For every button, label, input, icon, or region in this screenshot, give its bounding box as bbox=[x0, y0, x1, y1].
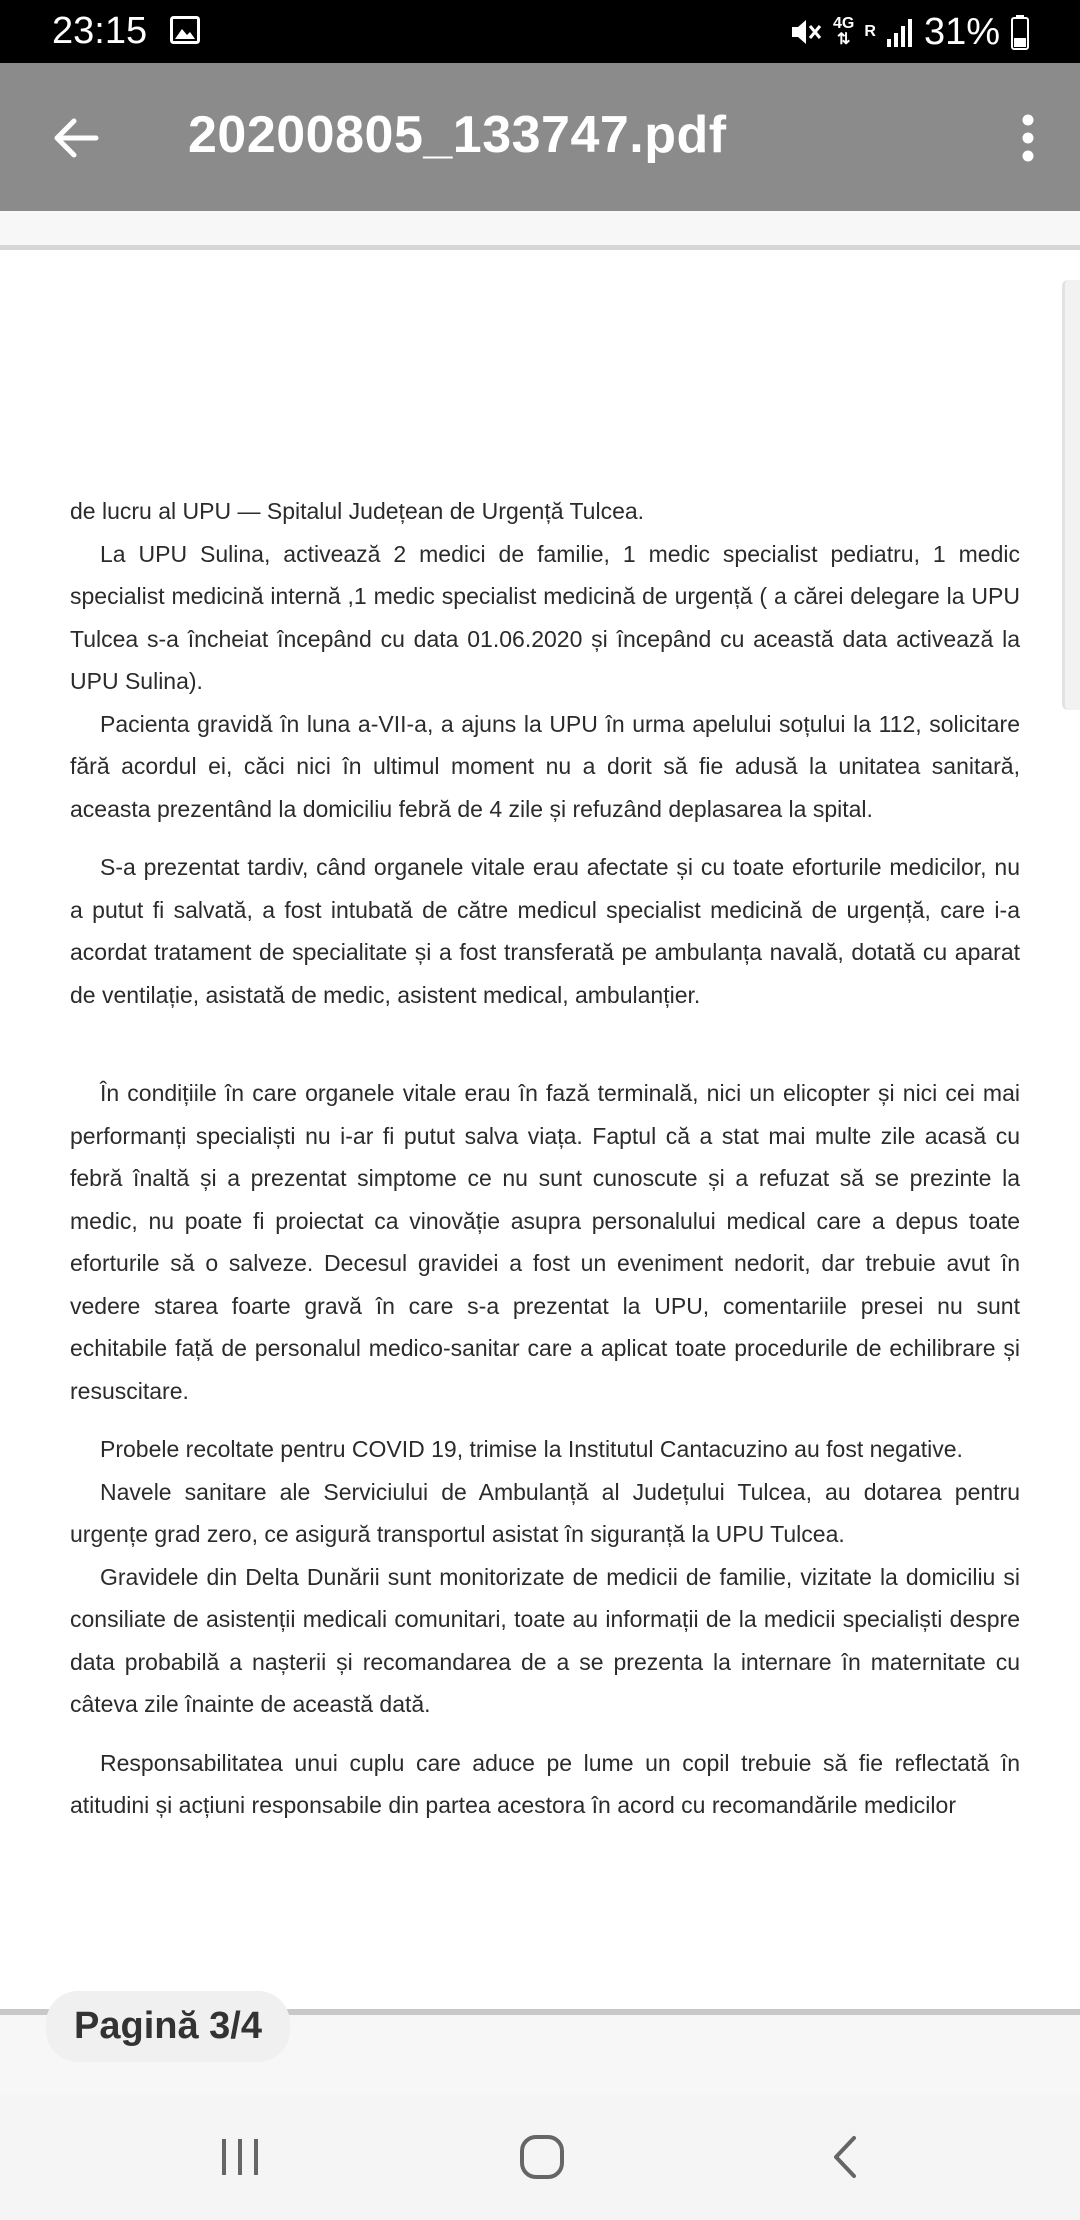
paragraph-9: Responsabilitatea unui cuplu care aduce pe lume un copil trebuie să fie reflectată în atitudini și acțiuni responsabile din partea acestora în acord cu recomandările medicilor bbox=[70, 1749, 1020, 1818]
gallery-icon bbox=[170, 16, 200, 44]
paragraph-5: În condițiile în care organele vitale erau în fază terminală, nici un elicopter și nici cei mai performanți specialiști nu i-ar fi putut salva viața. Faptul că a stat mai multe zile acasă cu febră înaltă și a prezentat simptome ce nu sunt cunoscute și a refuzat să se prezinte la medic, nu poate fi proiectat ca vinovăție asupra personalului medical care a depus toate eforturile să o salveze. Decesul gravidei a fost un eveniment nedorit, dar trebuie avut în vedere starea foarte gravă în care s-a prezentat la UPU, comentariile presei nu sunt echitabile față de personalul medico-sanitar care a aplicat toate procedurile de echilibrare și resuscitare. bbox=[70, 1080, 1020, 1404]
network-label: 4G bbox=[833, 15, 855, 32]
paragraph-4: S-a prezentat tardiv, când organele vitale erau afectate și cu toate eforturile medicilor, nu a putut fi salvată, a fost intubată de către medicul specialist medicină de urgență, care i-a acordat tratament de specialitate și a fost transferată pe ambulanța navală, dotată cu aparat de ventilație, asistată de medic, asistent medical, ambulanțier. bbox=[70, 854, 1020, 1008]
paragraph-1: de lucru al UPU — Spitalul Județean de Urgență Tulcea. bbox=[70, 498, 645, 524]
back-arrow-icon bbox=[50, 113, 100, 163]
battery-icon bbox=[1010, 14, 1030, 50]
paragraph-6: Probele recoltate pentru COVID 19, trimise la Institutul Cantacuzino au fost negative. bbox=[100, 1436, 963, 1462]
roaming-label: R bbox=[864, 23, 876, 40]
paragraph-8: Gravidele din Delta Dunării sunt monitorizate de medicii de familie, vizitate la domiciliu si consiliate de asistenții medicali comunitari, toate au informații de la medicii specialiști despre data probabilă a nașterii și recomandarea de a se prezenta la internare în maternitate cu câteva zile înainte de această dată. bbox=[70, 1563, 1020, 1717]
back-button[interactable] bbox=[40, 103, 110, 173]
status-indicators bbox=[789, 8, 1030, 56]
pdf-page[interactable] bbox=[0, 245, 1080, 2047]
page-indicator: Pagină 3/4 bbox=[46, 1991, 290, 2062]
scroll-handle[interactable] bbox=[1062, 280, 1080, 710]
navigation-bar bbox=[0, 2095, 1080, 2220]
more-vert-icon bbox=[1021, 113, 1035, 163]
home-button[interactable] bbox=[512, 2127, 572, 2187]
more-options-button[interactable] bbox=[998, 103, 1058, 173]
status-bar bbox=[0, 0, 1080, 63]
paragraph-3: Pacienta gravidă în luna a-VII-a, a ajuns la UPU în urma apelului soțului la 112, solicitare fără acordul ei, căci nici în ultimul moment nu a dorit să fie adusă la unitatea sanitară, aceasta prezentând la domiciliu febră de 4 zile și refuzând deplasarea la spital. bbox=[70, 710, 1020, 822]
signal-icon bbox=[886, 15, 914, 49]
roaming-indicator bbox=[864, 24, 876, 40]
recent-apps-button[interactable] bbox=[210, 2127, 270, 2187]
page-text bbox=[70, 490, 1020, 1827]
home-icon bbox=[519, 2134, 565, 2180]
network-type bbox=[833, 16, 854, 48]
pdf-viewer[interactable] bbox=[0, 211, 1080, 2095]
recent-apps-icon bbox=[218, 2137, 262, 2177]
data-arrows-icon: ⇅ bbox=[837, 31, 851, 48]
status-time: 23:15 bbox=[52, 10, 148, 52]
paragraph-2: La UPU Sulina, activează 2 medici de familie, 1 medic specialist pediatru, 1 medic specialist medicină internă ,1 medic specialist medicină de urgență ( a cărei delegare la UPU Tulcea s-a încheiat începând cu data 01.06.2020 și începând cu această data activează la UPU Sulina). bbox=[70, 540, 1020, 694]
document-title: 20200805_133747.pdf bbox=[188, 106, 727, 164]
mute-icon bbox=[789, 15, 823, 49]
nav-back-button[interactable] bbox=[815, 2127, 875, 2187]
paragraph-7: Navele sanitare ale Serviciului de Ambulanță al Județului Tulcea, au dotarea pentru urgențe grad zero, ce asigură transportul asistat în siguranță la UPU Tulcea. bbox=[70, 1478, 1020, 1547]
battery-percent: 31% bbox=[923, 10, 1000, 53]
back-icon bbox=[830, 2134, 860, 2180]
app-bar bbox=[0, 63, 1080, 211]
